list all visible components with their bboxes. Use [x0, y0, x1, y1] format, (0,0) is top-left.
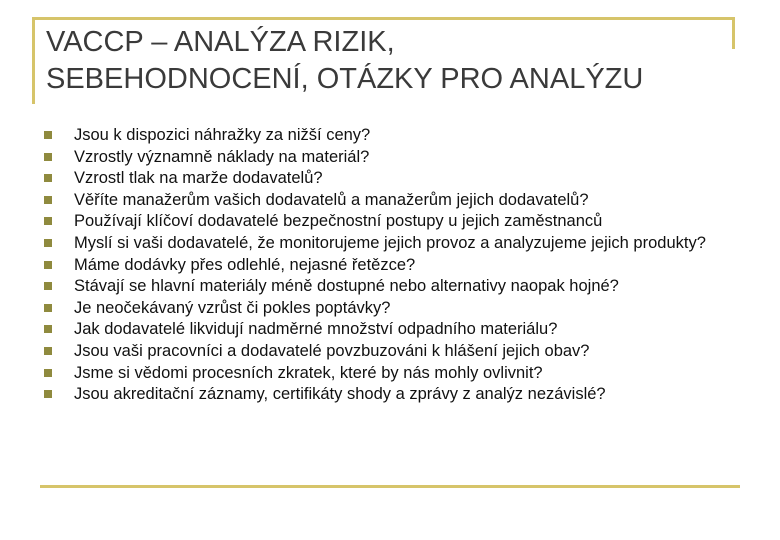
square-bullet-icon: [44, 131, 52, 139]
square-bullet-icon: [44, 304, 52, 312]
title-line-2: SEBEHODNOCENÍ, OTÁZKY PRO ANALÝZU: [46, 63, 644, 95]
list-item: [44, 126, 734, 145]
square-bullet-icon: [44, 239, 52, 247]
list-item: [44, 277, 734, 296]
square-bullet-icon: [44, 390, 52, 398]
list-item: [44, 256, 734, 275]
list-item-text: Vzrostl tlak na marže dodavatelů?: [74, 169, 323, 188]
list-item: [44, 342, 734, 361]
list-item-text: Jsou akreditační záznamy, certifikáty shody a zprávy z analýz nezávislé?: [74, 385, 606, 404]
list-item-text: Věříte manažerům vašich dodavatelů a manažerům jejich dodavatelů?: [74, 190, 589, 209]
square-bullet-icon: [44, 174, 52, 182]
square-bullet-icon: [44, 217, 52, 225]
list-item-text: Stávají se hlavní materiály méně dostupné nebo alternativy naopak hojné?: [74, 277, 619, 296]
list-item: [44, 148, 734, 167]
list-item-text: Jak dodavatelé likvidují nadměrné množství odpadního materiálu?: [74, 320, 558, 339]
square-bullet-icon: [44, 282, 52, 290]
frame-top-rule: [32, 17, 735, 20]
list-item-text: Jsme si vědomi procesních zkratek, které by nás mohly ovlivnit?: [74, 363, 543, 382]
title-line-1: VACCP – ANALÝZA RIZIK,: [46, 26, 395, 58]
list-item: [44, 212, 734, 231]
square-bullet-icon: [44, 196, 52, 204]
square-bullet-icon: [44, 325, 52, 333]
list-item-text: Máme dodávky přes odlehlé, nejasné řetězce?: [74, 255, 416, 274]
list-item-text: Používají klíčoví dodavatelé bezpečnostní postupy u jejich zaměstnanců: [74, 212, 603, 231]
square-bullet-icon: [44, 261, 52, 269]
list-item-text: Jsou k dispozici náhražky za nižší ceny?: [74, 126, 371, 144]
list-item: [44, 385, 734, 404]
list-item: [44, 234, 734, 253]
list-item: [44, 191, 734, 210]
square-bullet-icon: [44, 347, 52, 355]
frame-left-rule: [32, 17, 35, 104]
list-item: [44, 320, 734, 339]
list-item-text: Jsou vaši pracovníci a dodavatelé povzbuzováni k hlášení jejich obav?: [74, 341, 590, 360]
list-item-text: Myslí si vaši dodavatelé, že monitorujeme jejich provoz a analyzujeme jejich produkty?: [74, 233, 706, 252]
bottom-rule: [40, 485, 740, 488]
square-bullet-icon: [44, 153, 52, 161]
list-item: [44, 364, 734, 383]
list-item: [44, 169, 734, 188]
slide-title: [46, 24, 736, 98]
question-list: [44, 126, 734, 407]
list-item: [44, 299, 734, 318]
list-item-text: Vzrostly významně náklady na materiál?: [74, 147, 370, 166]
list-item-text: Je neočekávaný vzrůst či pokles poptávky?: [74, 298, 391, 317]
square-bullet-icon: [44, 369, 52, 377]
